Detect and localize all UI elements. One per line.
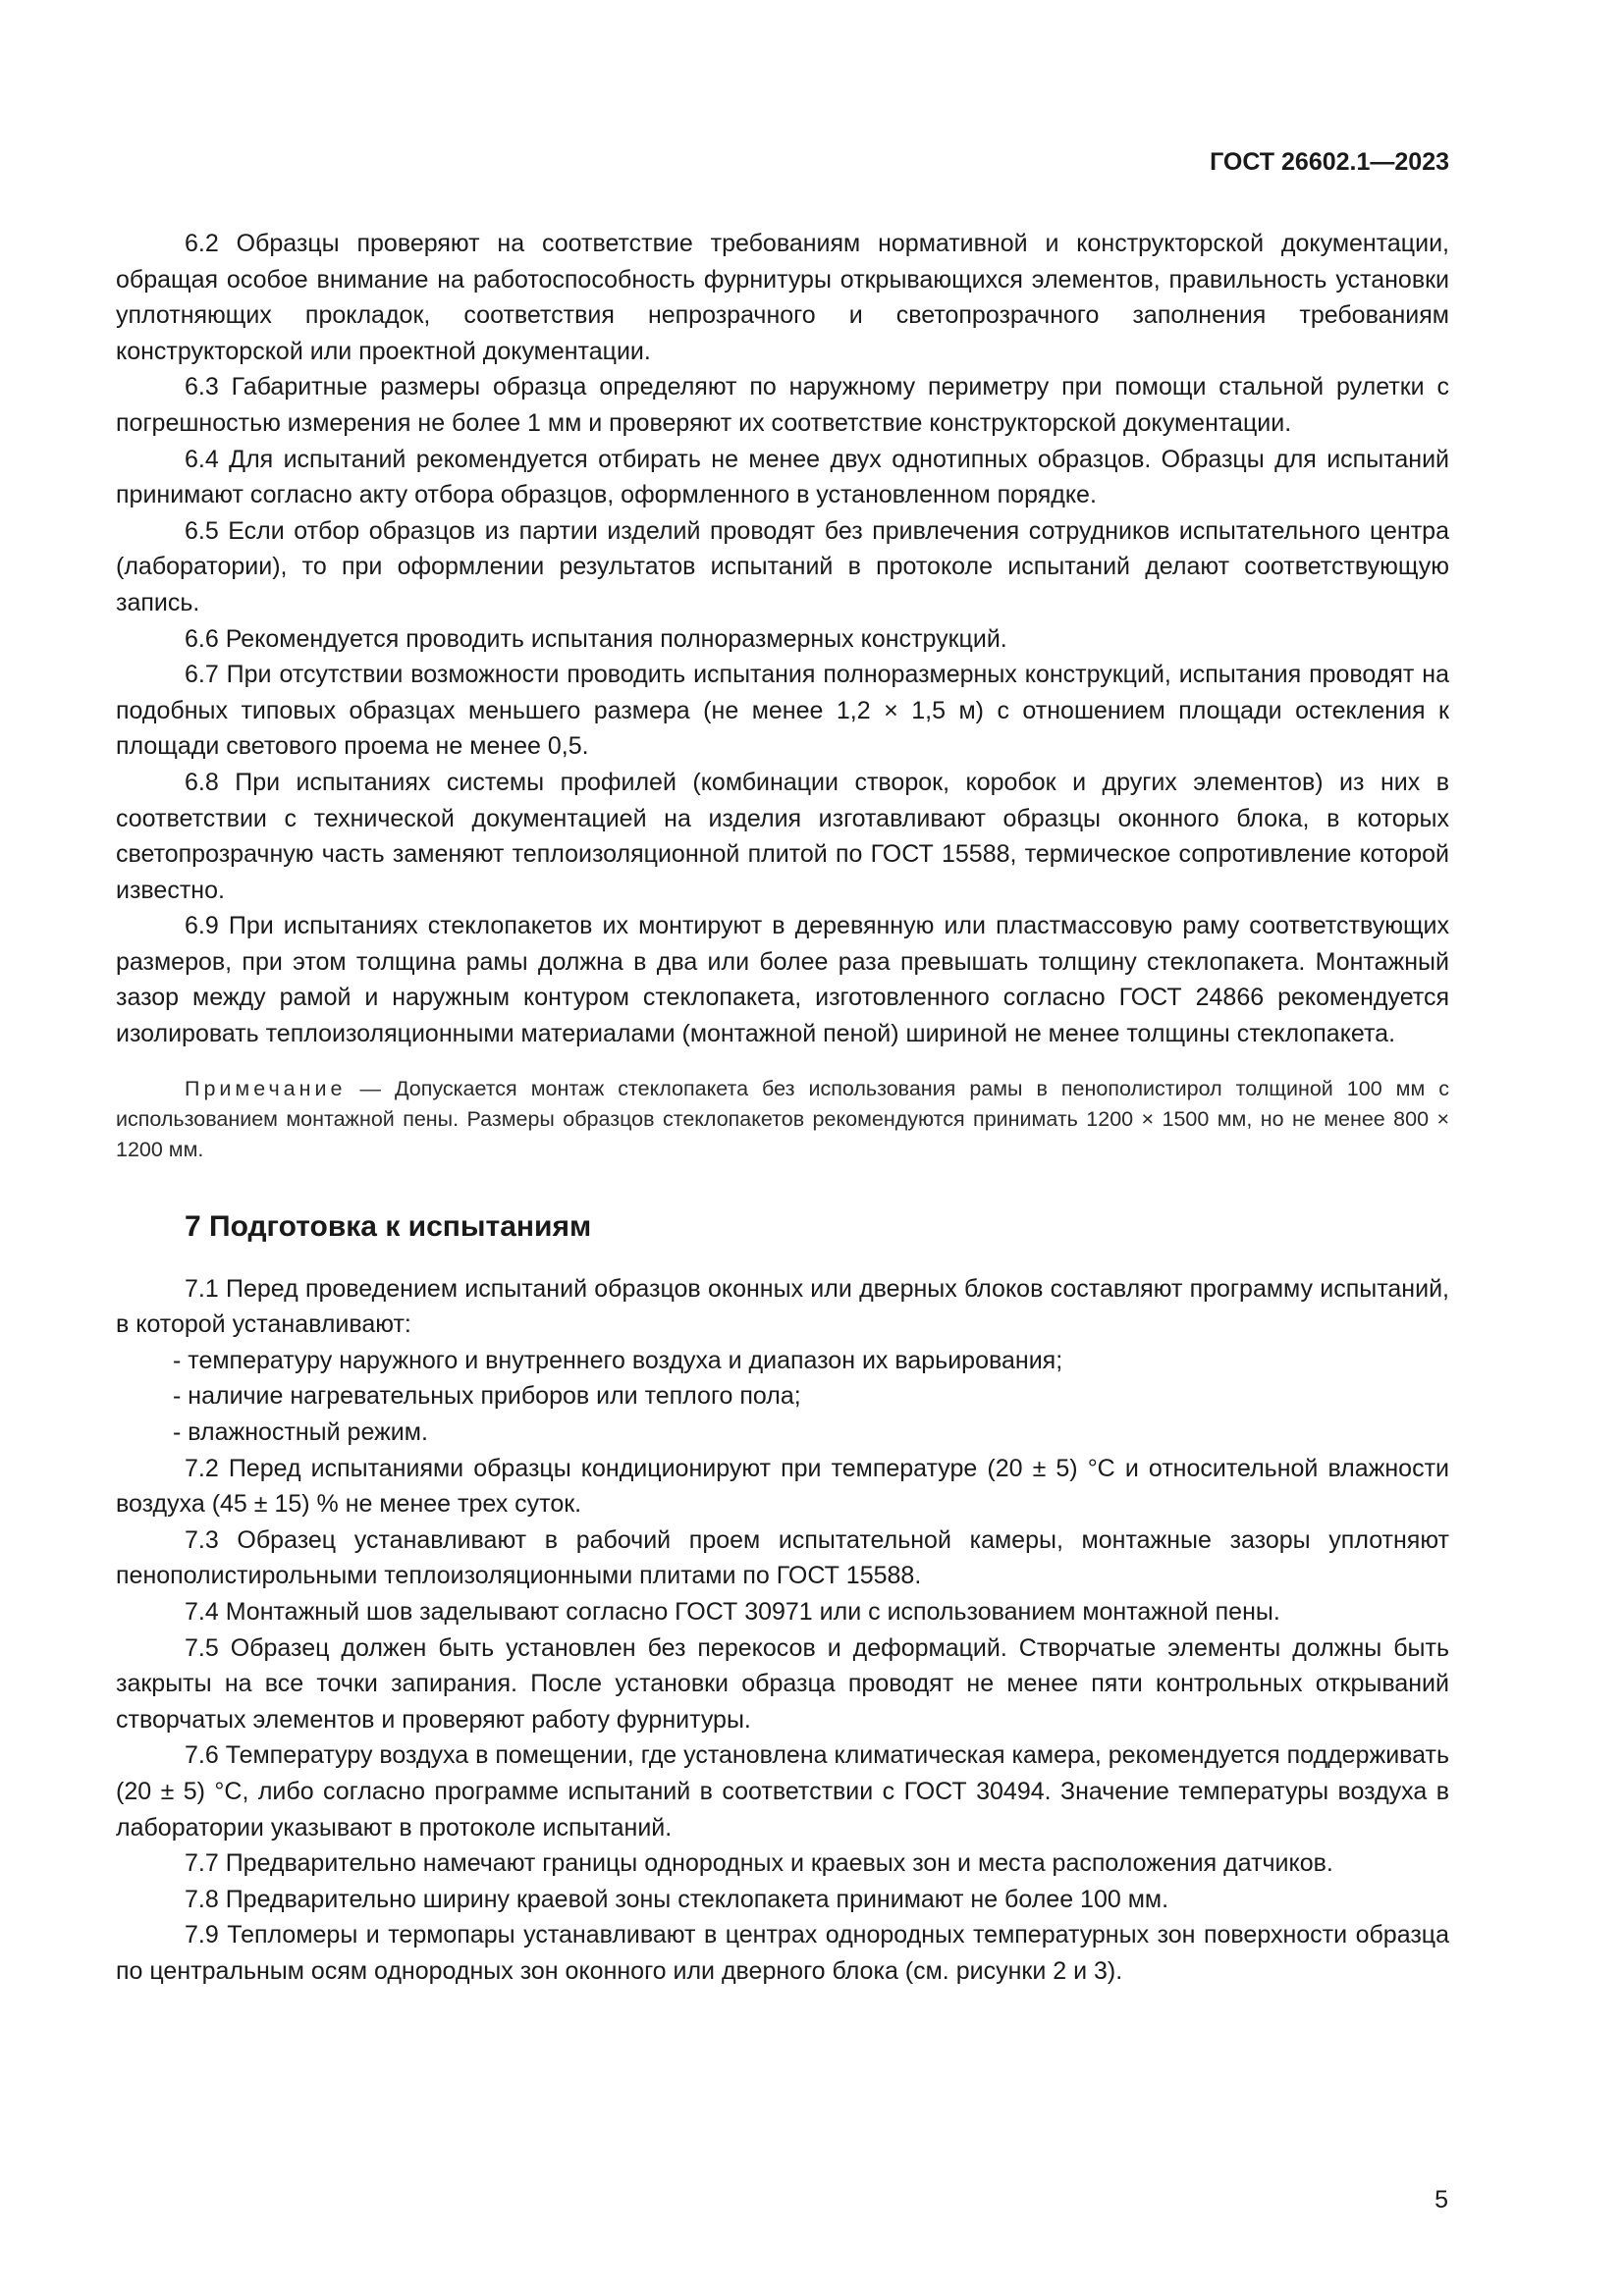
- paragraph-7-6: 7.6 Температуру воздуха в помещении, где установлена климатическая камера, рекомендуется поддерживать (20 ± 5) °С, либо согласно программе испытаний в соответствии с ГОСТ 30494. Значение температуры воздуха в лаборатории указывают в протоколе испытаний.: [116, 1741, 1449, 1842]
- list-item: - наличие нагревательных приборов или теплого пола;: [173, 1382, 801, 1411]
- paragraph-6-2: 6.2 Образцы проверяют на соответствие требованиям нормативной и конструкторской документации, обращая особое внимание на работоспособность фурнитуры открывающихся элементов, правильность установки уплотняющих прокладок, соответствия непрозрачного и светопрозрачного заполнения требованиям конструкторской или проектной документации.: [116, 230, 1449, 365]
- paragraph-6-9: 6.9 При испытаниях стеклопакетов их монтируют в деревянную или пластмассовую раму соответствующих размеров, при этом толщина рамы должна в два или более раза превышать толщину стеклопакета. Монтажный зазор между рамой и наружным контуром стеклопакета, изготовленного согласно ГОСТ 24866 рекомендуется изолировать теплоизоляционными материалами (монтажной пеной) шириной не менее толщины стеклопакета.: [116, 912, 1449, 1048]
- page-number: 5: [1435, 2186, 1448, 2214]
- list-item: - температуру наружного и внутреннего воздуха и диапазон их варьирования;: [173, 1346, 1063, 1374]
- document-code-header: ГОСТ 26602.1—2023: [1210, 148, 1449, 176]
- paragraph-6-6: 6.6 Рекомендуется проводить испытания полноразмерных конструкций.: [185, 624, 1007, 653]
- note-text: — Допускается монтаж стеклопакета без использования рамы в пенополистирол толщиной 100 мм с использованием монтажной пены. Размеры образцов стеклопакетов рекомендуются принимать 1200 × 1500 мм, но не менее 800 × 1200 мм.: [116, 1076, 1449, 1161]
- paragraph-6-7: 6.7 При отсутствии возможности проводить испытания полноразмерных конструкций, испытания проводят на подобных типовых образцах меньшего размера (не менее 1,2 × 1,5 м) с отношением площади остекления к площади светового проема не менее 0,5.: [116, 661, 1449, 761]
- note-label: Примечание: [185, 1076, 347, 1100]
- paragraph-7-7: 7.7 Предварительно намечают границы однородных и краевых зон и места расположения датчиков.: [185, 1849, 1333, 1878]
- paragraph-7-2: 7.2 Перед испытаниями образцы кондиционируют при температуре (20 ± 5) °С и относительной влажности воздуха (45 ± 15) % не менее трех суток.: [116, 1454, 1449, 1519]
- paragraph-7-3: 7.3 Образец устанавливают в рабочий проем испытательной камеры, монтажные зазоры уплотняют пенополистирольными теплоизоляционными плитами по ГОСТ 15588.: [116, 1525, 1449, 1590]
- paragraph-7-1: 7.1 Перед проведением испытаний образцов оконных или дверных блоков составляют программу испытаний, в которой устанавливают:: [116, 1274, 1449, 1339]
- section-7-title: 7 Подготовка к испытаниям: [185, 1209, 592, 1243]
- note: [116, 1074, 1449, 1165]
- paragraph-6-8: 6.8 При испытаниях системы профилей (комбинации створок, коробок и других элементов) из них в соответствии с технической документацией на изделия изготавливают образцы оконного блока, в которых светопрозрачную часть заменяют теплоизоляционной плитой по ГОСТ 15588, термическое сопротивление которой известно.: [116, 768, 1449, 904]
- page-body: [116, 226, 1449, 1990]
- paragraph-7-8: 7.8 Предварительно ширину краевой зоны стеклопакета принимают не более 100 мм.: [185, 1885, 1169, 1913]
- paragraph-7-4: 7.4 Монтажный шов заделывают согласно ГОСТ 30971 или с использованием монтажной пены.: [185, 1598, 1280, 1626]
- paragraph-6-3: 6.3 Габаритные размеры образца определяют по наружному периметру при помощи стальной рулетки с погрешностью измерения не более 1 мм и проверяют их соответствие конструкторской документации.: [116, 373, 1449, 437]
- list-item: - влажностный режим.: [173, 1418, 428, 1447]
- paragraph-7-5: 7.5 Образец должен быть установлен без перекосов и деформаций. Створчатые элементы должны быть закрыты на все точки запирания. После установки образца проводят не менее пяти контрольных открываний створчатых элементов и проверяют работу фурнитуры.: [116, 1633, 1449, 1734]
- paragraph-7-9: 7.9 Тепломеры и термопары устанавливают в центрах однородных температурных зон поверхности образца по центральным осям однородных зон оконного или дверного блока (см. рисунки 2 и 3).: [116, 1921, 1449, 1985]
- paragraph-6-5: 6.5 Если отбор образцов из партии изделий проводят без привлечения сотрудников испытательного центра (лаборатории), то при оформлении результатов испытаний в протоколе испытаний делают соответствующую запись.: [116, 516, 1449, 616]
- paragraph-6-4: 6.4 Для испытаний рекомендуется отбирать не менее двух однотипных образцов. Образцы для испытаний принимают согласно акту отбора образцов, оформленного в установленном порядке.: [116, 445, 1449, 509]
